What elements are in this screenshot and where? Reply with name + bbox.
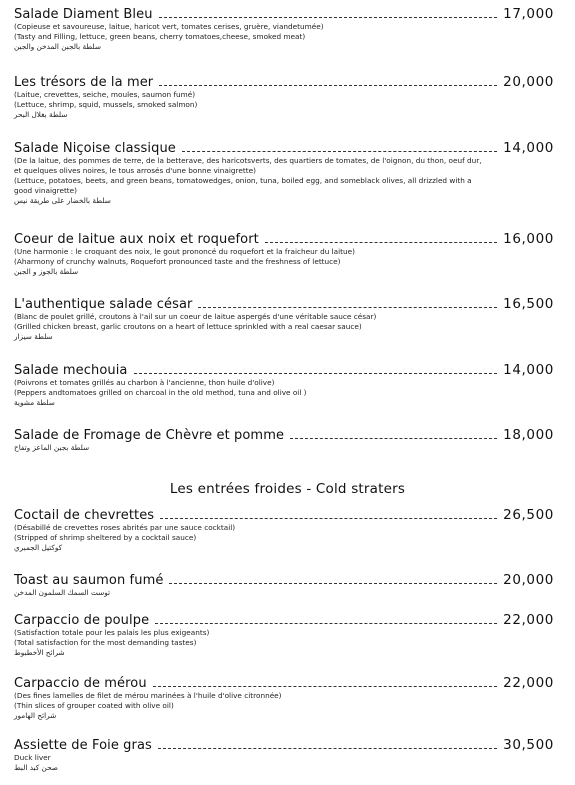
dish-name-ar: سلطة بجبن الماعز وتفاح <box>14 443 90 452</box>
dish-name-ar: سلطة بالجوز و الجبن <box>14 267 79 276</box>
dish-name-ar: شرائح الهامور <box>14 711 57 720</box>
menu-item-row <box>14 572 554 588</box>
menu-item-row <box>14 737 554 753</box>
dish-price: 16,500 <box>503 296 554 312</box>
menu-item-row <box>14 362 554 378</box>
dish-description-en: (Thin slices of grouper coated with olive oil) <box>14 701 174 710</box>
dish-price: 22,000 <box>503 612 554 628</box>
menu-item-row <box>14 427 554 443</box>
dish-name: Salade Diament Bleu <box>14 7 153 22</box>
menu-item-row <box>14 74 554 90</box>
dish-description-fr: (De la laitue, des pommes de terre, de la betterave, des haricotsverts, des quartiers de tomates, de l'oignon, du thon, oeuf dur, et quelques olives noires, le tous arrosés d'une bonne vinaigrette) <box>14 156 482 175</box>
dish-price: 16,000 <box>503 231 554 247</box>
dish-name: Assiette de Foie gras <box>14 738 152 753</box>
dish-description-fr: (Laitue, crevettes, seiche, moules, saumon fumé) <box>14 90 196 99</box>
dish-name: Salade mechouia <box>14 363 128 378</box>
dish-name: Les trésors de la mer <box>14 75 154 90</box>
dish-description-fr: (Une harmonie : le croquant des noix, le gout prononcé du roquefort et la fraicheur du laitue) <box>14 247 355 256</box>
dish-name: Carpaccio de mérou <box>14 676 147 691</box>
section-title: Les entrées froides - Cold straters <box>169 481 406 497</box>
dish-price: 14,000 <box>503 362 554 378</box>
dish-description-fr: (Satisfaction totale pour les palais les plus exigeants) <box>14 628 210 637</box>
dish-name: Carpaccio de poulpe <box>14 613 150 628</box>
dish-price: 17,000 <box>503 6 554 22</box>
dish-description-fr: (Blanc de poulet grillé, croutons à l'ail sur un coeur de laitue aspergés d'une véritable sauce césar) <box>14 312 377 321</box>
menu-item-row <box>14 507 554 523</box>
dish-description-fr: (Des fines lamelles de filet de mérou marinées à l'huile d'olive citronnée) <box>14 691 282 700</box>
dish-name-ar: سلطة مشوية <box>14 398 55 407</box>
dish-description-en: (Peppers andtomatoes grilled on charcoal in the old method, tuna and olive oil ) <box>14 388 307 397</box>
dish-name-ar: سلطة بالجبن المدخن والجبن <box>14 42 101 51</box>
menu-item-salade-diament-bleu <box>14 6 554 52</box>
dot-leader <box>169 583 497 584</box>
dish-name-ar: شرائح الأخطبوط <box>14 648 65 657</box>
dish-name: Salade de Fromage de Chèvre et pomme <box>14 428 285 443</box>
dish-price: 22,000 <box>503 675 554 691</box>
menu-item-toast-saumon <box>14 572 554 598</box>
menu-item-salade-nicoise <box>14 140 554 206</box>
dish-price: 14,000 <box>503 140 554 156</box>
dish-price: 20,000 <box>503 572 554 588</box>
menu-item-row <box>14 231 554 247</box>
dish-name: Coctail de chevrettes <box>14 508 155 523</box>
dish-description-fr: (Désabillé de crevettes roses abrités par une sauce cocktail) <box>14 523 236 532</box>
menu-item-row <box>14 6 554 22</box>
menu-item-row <box>14 612 554 628</box>
dish-description-en: (Tasty and Filling, lettuce, green beans, cherry tomatoes,cheese, smoked meat) <box>14 32 306 41</box>
dish-price: 18,000 <box>503 427 554 443</box>
dot-leader <box>159 17 498 18</box>
menu-item-salade-chevre-pomme <box>14 427 554 453</box>
dish-name-ar: كوكتيل الجمبري <box>14 543 63 552</box>
dish-description-en: (Aharmony of crunchy walnuts, Roquefort pronounced taste and the freshness of lettuce) <box>14 257 341 266</box>
dish-description-fr: (Copieuse et savoureuse, laitue, haricot vert, tomates cerises, gruère, viandetumée) <box>14 22 324 31</box>
dish-name-ar: سلطة بالخضار على طريقة نيس <box>14 196 111 205</box>
menu-item-row <box>14 675 554 691</box>
menu-item-tresors-de-la-mer <box>14 74 554 120</box>
menu-item-row <box>14 296 554 312</box>
dish-price: 26,500 <box>503 507 554 523</box>
menu-item-coeur-de-laitue <box>14 231 554 277</box>
dish-description-en: (Lettuce, potatoes, beets, and green beans, tomatowedges, onion, tuna, boiled egg, and someblack olives, all drizzled with a good vinaigrette) <box>14 176 472 195</box>
dish-name-ar: توست السمك السلمون المدخن <box>14 588 111 597</box>
dish-name-ar: سلطة بغلال البحر <box>14 110 68 119</box>
dish-name: L'authentique salade césar <box>14 297 193 312</box>
menu-item-carpaccio-merou <box>14 675 554 721</box>
dot-leader <box>160 518 497 519</box>
menu-item-foie-gras <box>14 737 554 773</box>
menu-item-salade-cesar <box>14 296 554 342</box>
dot-leader <box>155 623 497 624</box>
dish-description-en: (Grilled chicken breast, garlic croutons on a heart of lettuce sprinkled with a real caesar sauce) <box>14 322 362 331</box>
dot-leader <box>198 307 497 308</box>
menu-item-salade-mechouia <box>14 362 554 408</box>
menu-item-carpaccio-poulpe <box>14 612 554 658</box>
dish-price: 30,500 <box>503 737 554 753</box>
menu-item-row <box>14 140 554 156</box>
dish-price: 20,000 <box>503 74 554 90</box>
dot-leader <box>159 85 497 86</box>
dish-name-ar: صحن كبد البط <box>14 763 58 772</box>
dot-leader <box>182 151 497 152</box>
menu-item-coctail-de-chevrettes <box>14 507 554 553</box>
dish-description-en: (Lettuce, shrimp, squid, mussels, smoked salmon) <box>14 100 198 109</box>
dish-description-en: Duck liver <box>14 753 51 762</box>
dot-leader <box>158 748 497 749</box>
dish-name: Salade Niçoise classique <box>14 141 176 156</box>
dot-leader <box>265 242 497 243</box>
dish-name-ar: سلطة سيزار <box>14 332 53 341</box>
dish-name: Toast au saumon fumé <box>14 573 164 588</box>
dish-description-fr: (Poivrons et tomates grillés au charbon à l'ancienne, thon huile d'olive) <box>14 378 275 387</box>
dish-description-en: (Stripped of shrimp sheltered by a cocktail sauce) <box>14 533 197 542</box>
dot-leader <box>290 438 497 439</box>
dot-leader <box>153 686 497 687</box>
dish-name: Coeur de laitue aux noix et roquefort <box>14 232 259 247</box>
dish-description-en: (Total satisfaction for the most demanding tastes) <box>14 638 197 647</box>
dot-leader <box>134 373 498 374</box>
